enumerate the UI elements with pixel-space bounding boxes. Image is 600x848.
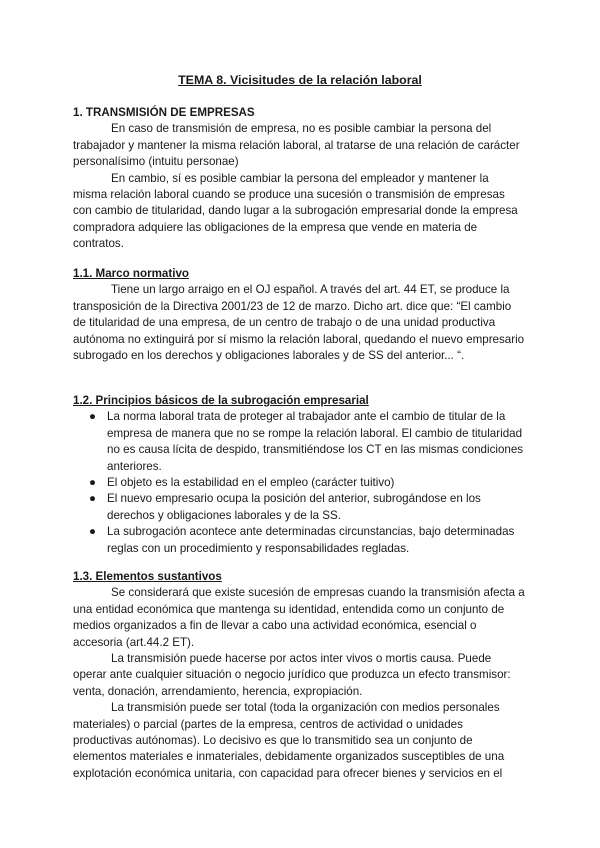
section-heading: 1.3. Elementos sustantivos [73, 570, 222, 583]
list-item: ● La subrogación acontece ante determinadas circunstancias, bajo determinadas reglas con un procedimiento y responsabilidades regladas. [89, 525, 515, 555]
list-item: ● El nuevo empresario ocupa la posición del anterior, subrogándose en los derechos y obligaciones laborales y de la SS. [89, 492, 481, 522]
bullet-icon: ● [89, 525, 97, 539]
paragraph: La transmisión puede hacerse por actos inter vivos o mortis causa. Puede operar ante cualquier situación o negocio jurídico que produzca un efecto transmisor: venta, donación, arrendamiento, herencia, expropiación. [73, 652, 511, 698]
bullet-icon: ● [89, 410, 97, 424]
page-title: TEMA 8. Vicisitudes de la relación laboral [178, 73, 422, 87]
paragraph: Se considerará que existe sucesión de empresas cuando la transmisión afecta a una entidad económica que mantenga su identidad, entendida como un conjunto de medios organizados a fin de llevar a cabo una actividad económica, esencial o accesoria (art.44.2 ET). [73, 586, 525, 649]
section-heading: 1.1. Marco normativo [73, 267, 189, 280]
paragraph: La transmisión puede ser total (toda la organización con medios personales materiales) o parcial (partes de la empresa, centros de actividad o unidades productivas autónomas). Lo decisivo es que lo transmitido sea un conjunto de elementos materiales e inmateriales, debidamente organizados susceptibles de una explotación económica unitaria, con capacidad para ofrecer bienes y servicios en el [73, 701, 505, 780]
bullet-list [73, 409, 525, 557]
section-transmision [73, 105, 525, 253]
bullet-icon: ● [89, 492, 97, 506]
paragraph: En cambio, sí es posible cambiar la persona del empleador y mantener la misma relación laboral cuando se produce una sucesión o transmisión de empresas con cambio de titularidad, dando lugar a la subrogación empresarial donde la empresa compradora adquiere las obligaciones de la empresa que vende en materia de contratos. [73, 171, 518, 251]
list-item: ● El objeto es la estabilidad en el empleo (carácter tuitivo) [73, 475, 525, 491]
bullet-icon: ● [89, 476, 97, 490]
paragraph: Tiene un largo arraigo en el OJ español. A través del art. 44 ET, se produce la transposición de la Directiva 2001/23 de 12 de marzo. Dicho art. dice que: “El cambio de titularidad de una empresa, de un centro de trabajo o de una unidad productiva autónoma no extinguirá por sí mismo la relación laboral, quedando el nuevo empresario subrogado en los derechos y obligaciones laborales y de SS del anterior... “. [73, 283, 525, 363]
section-elementos-sustantivos [73, 569, 525, 782]
section-principios [73, 393, 525, 557]
paragraph: En caso de transmisión de empresa, no es posible cambiar la persona del trabajador y mantener la misma relación laboral, al tratarse de una relación de carácter personalísimo (intuitu personae) [73, 122, 520, 169]
list-item: ● La norma laboral trata de proteger al trabajador ante el cambio de titular de la empresa de manera que no se rompe la relación laboral. El cambio de titularidad no es causa lícita de despido, transmitiéndose los CT en las mismas condiciones anteriores. [89, 410, 524, 473]
section-heading: 1.2. Principios básicos de la subrogación empresarial [73, 394, 369, 407]
section-marco-normativo [73, 266, 525, 364]
section-heading: 1. TRANSMISIÓN DE EMPRESAS [73, 106, 255, 119]
